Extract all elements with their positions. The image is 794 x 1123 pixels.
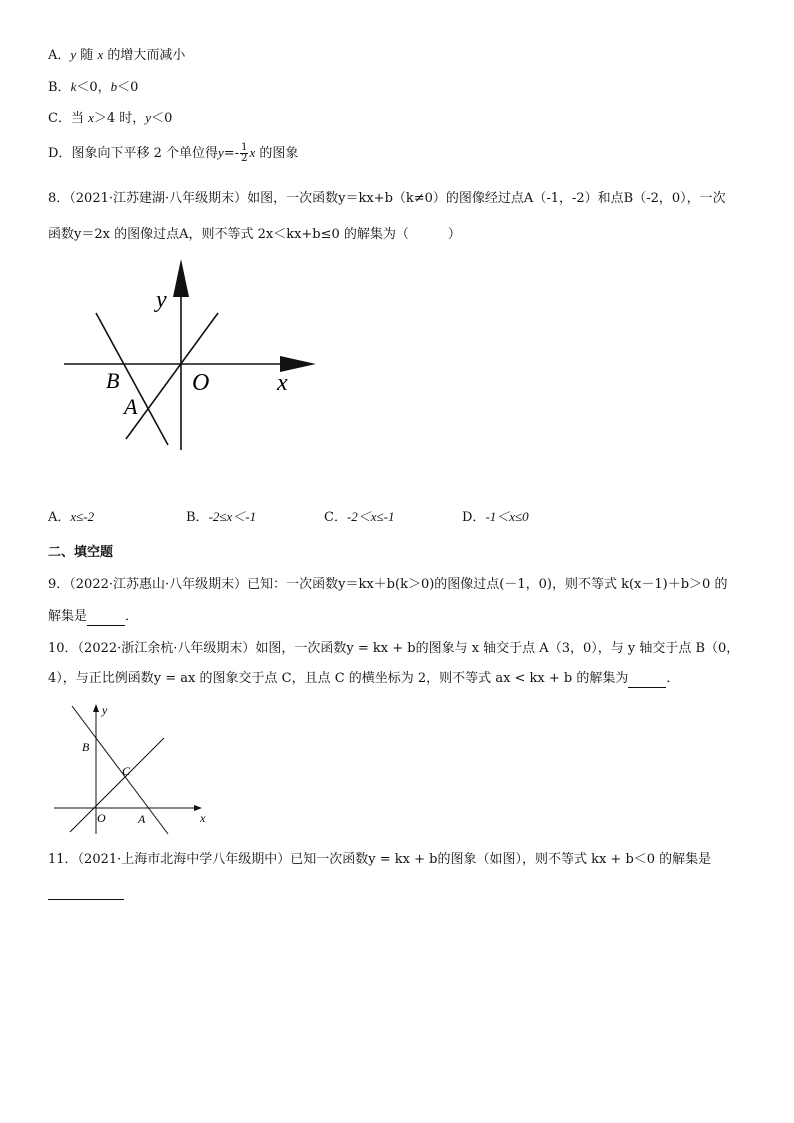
q10-label-b: B — [82, 740, 90, 754]
q8-text-line2: 函数y＝2x 的图像过点A，则不等式 2x＜kx+b≤0 的解集为（ ） — [48, 227, 461, 242]
q7-option-c: C．当 x＞4 时，y＜0 — [48, 110, 173, 126]
q7-option-d: D．图象向下平移 2 个单位得y=- $\frac{1}{2}$ x 的图象 — [48, 142, 299, 164]
q10-graph — [50, 700, 220, 840]
q8-label-y: y — [156, 287, 167, 313]
q9-text-line1: 9．（2022·江苏惠山·八年级期末）已知：一次函数y＝kx＋b(k＞0)的图像过点(－1，0)，则不等式 k(x－1)＋b＞0 的 — [48, 577, 728, 592]
q9-text-line2: 解集是 ． — [48, 609, 139, 624]
q10-label-y: y — [102, 703, 108, 717]
q10-label-a: A — [138, 812, 146, 826]
q10-label-c: C — [122, 764, 131, 778]
q8-label-o: O — [192, 370, 210, 396]
q10-text-line2: 4），与正比例函数y = ax 的图象交于点 C，且点 C 的横坐标为 2，则不等式 ax < kx + b 的解集为 ． — [48, 671, 680, 686]
q8-y-arrow — [173, 259, 189, 297]
q8-option-a: A．x≤-2 — [48, 509, 95, 525]
q10-answer-blank[interactable] — [628, 687, 666, 688]
q11-answer-line — [48, 882, 124, 900]
q7-option-b: B．k＜0，b＜0 — [48, 79, 139, 95]
q10-y-arrow — [93, 704, 99, 712]
q10-label-o: O — [97, 811, 106, 825]
q8-label-b: B — [106, 368, 120, 393]
q7-option-a: A．y 随 x 的增大而减小 — [48, 47, 186, 63]
section-title-fill-blank: 二、填空题 — [48, 545, 114, 560]
q10-line-kx-b — [72, 706, 168, 834]
q11-text-line1: 11．（2021·上海市北海中学八年级期中）已知一次函数y = kx + b的图象（如图），则不等式 kx + b＜0 的解集是 — [48, 852, 712, 867]
q8-label-a: A — [124, 394, 138, 419]
q8-text-line1: 8．（2021·江苏建湖·八年级期末）如图，一次函数y＝kx+b（k≠0）的图像经过点A（-1，-2）和点B（-2，0），一次 — [48, 191, 726, 206]
q8-graph — [60, 255, 330, 455]
q8-option-c: C．-2＜x≤-1 — [324, 509, 395, 525]
fraction-one-half: $\frac{1}{2}$ — [241, 142, 248, 164]
q8-option-b: B．-2≤x＜-1 — [186, 509, 257, 525]
q10-text-line1: 10．（2022·浙江余杭·八年级期末）如图，一次函数y = kx + b的图象与 x 轴交于点 A（3，0），与 y 轴交于点 B（0， — [48, 641, 740, 656]
q8-option-d: D．-1＜x≤0 — [462, 509, 529, 525]
q11-answer-blank[interactable] — [48, 899, 124, 900]
q9-answer-blank[interactable] — [87, 625, 125, 626]
q10-label-x: x — [200, 811, 206, 825]
q8-label-x: x — [277, 370, 288, 396]
